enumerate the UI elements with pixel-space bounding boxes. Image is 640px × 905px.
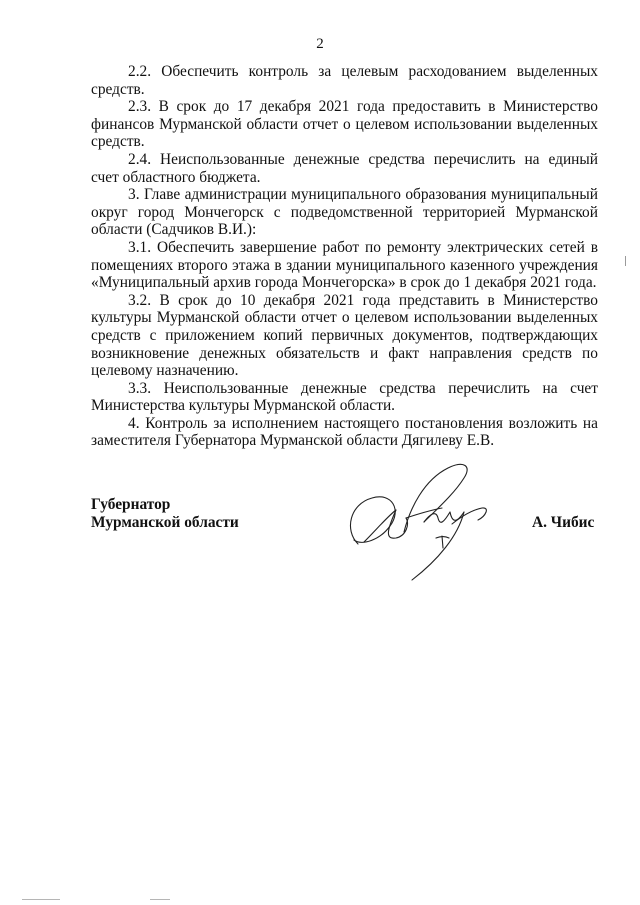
paragraph-2-2: 2.2. Обеспечить контроль за целевым расходованием выделенных средств. [91,63,598,98]
paragraph-3-3: 3.3. Неиспользованные денежные средства перечислить на счет Министерства культуры Мурманской области. [91,379,598,415]
paragraph-3-1: 3.1. Обеспечить завершение работ по ремонту электрических сетей в помещениях второго этажа в здании муниципального казенного учреждения «Муниципальный архив города Мончегорска» в срок до 1 декабря 2021 года. [91,238,598,292]
scan-margin-mark [625,256,626,266]
page-number: 2 [316,36,324,52]
signatory-title [91,496,239,532]
paragraph-3: 3. Главе администрации муниципального образования муниципальный округ город Мончегорск с подведомственной территорией Мурманской области (Садчиков В.И.): [91,186,598,239]
paragraph-3-2: 3.2. В срок до 10 декабря 2021 года представить в Министерство культуры Мурманской области отчет о целевом использовании выделенных средств с приложением копий первичных документов, подтверждающих возникновение денежных обязательств и факт направления средств по целевому назначению. [91,291,598,380]
paragraph-4: 4. Контроль за исполнением настоящего постановления возложить на заместителя Губернатора Мурманской области Дягилеву Е.В. [91,414,598,450]
paragraph-2-4: 2.4. Неиспользованные денежные средства перечислить на единый счет областного бюджета. [91,150,598,186]
scan-edge-line [150,899,170,900]
signatory-title-line1: Губернатор [91,496,171,513]
handwritten-signature [340,452,510,587]
signatory-title-line2: Мурманской области [91,514,239,531]
document-body [91,63,598,450]
signatory-name: А. Чибис [532,514,595,531]
scan-edge-line [22,899,60,900]
paragraph-2-3: 2.3. В срок до 17 декабря 2021 года предоставить в Министерство финансов Мурманской области отчет о целевом использовании выделенных средств. [91,98,598,151]
